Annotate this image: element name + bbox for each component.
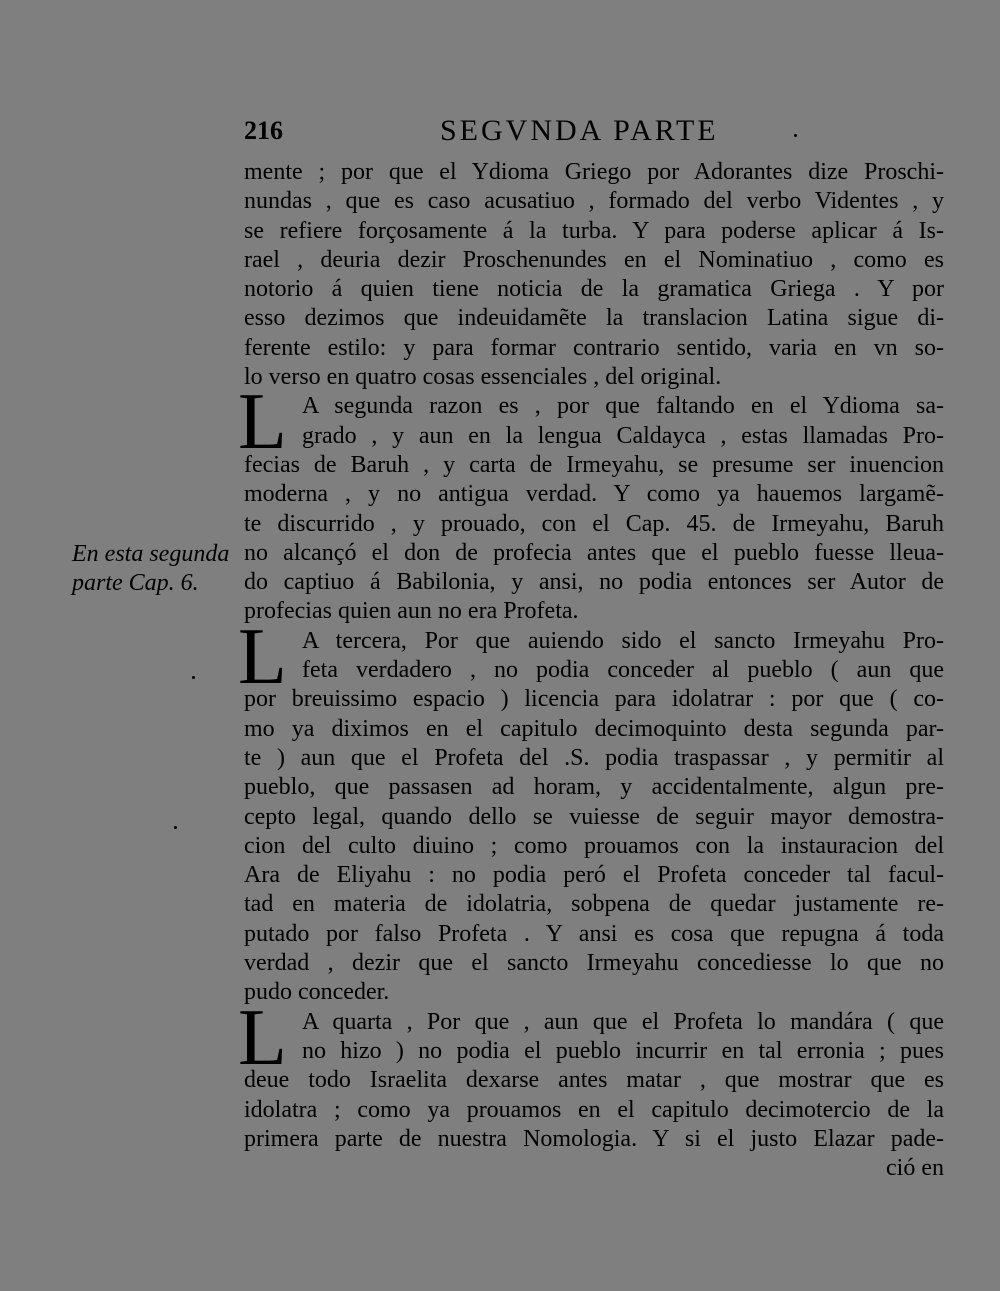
drop-cap: L	[238, 378, 287, 467]
text-line: se refiere forçosamente á la turba. Y para poderse aplicar á Is-	[244, 217, 944, 244]
text-line: nundas , que es caso acusatiuo , formado del verbo Videntes , y	[244, 188, 944, 215]
page-number: 216	[244, 116, 283, 145]
text-line: A quarta , Por que , aun que el Profeta lo mandára ( que	[302, 1008, 944, 1035]
text-line: feta verdadero , no podia conceder al pueblo ( aun que	[302, 657, 944, 684]
body-text	[238, 158, 944, 1183]
text-line: A segunda razon es , por que faltando en el Ydioma sa-	[302, 393, 944, 420]
text-line: mo ya diximos en el capitulo decimoquinto desta segunda par-	[244, 715, 944, 742]
text-line: tad en materia de idolatria, sobpena de quedar justamente re-	[244, 891, 944, 918]
paragraph-3	[238, 612, 944, 1008]
margin-note-line: parte Cap. 6.	[72, 570, 199, 597]
text-line: pueblo, que passasen ad horam, y accidentalmente, algun pre-	[244, 774, 944, 801]
text-line: fecias de Baruh , y carta de Irmeyahu, se presume ser inuencion	[244, 451, 944, 478]
paragraph-1	[244, 158, 944, 392]
ink-speck	[794, 134, 797, 137]
text-line: te discurrido , y prouado, con el Cap. 45. de Irmeyahu, Baruh	[244, 510, 944, 537]
text-line: te ) aun que el Profeta del .S. podia traspassar , y permitir al	[244, 744, 944, 771]
text-line: deue todo Israelita dexarse antes matar , que mostrar que es	[244, 1067, 944, 1094]
ink-speck	[192, 676, 195, 679]
drop-cap: L	[238, 993, 287, 1082]
paragraph-4	[238, 993, 944, 1184]
text-line: idolatra ; como ya prouamos en el capitulo decimotercio de la	[244, 1096, 944, 1123]
margin-note-line: En esta segunda	[72, 541, 230, 567]
ink-speck	[174, 826, 177, 829]
text-line: no hizo ) no podia el pueblo incurrir en tal erronia ; pues	[302, 1037, 944, 1064]
paragraph-2	[238, 378, 944, 626]
text-line: grado , y aun en la lengua Caldayca , estas llamadas Pro-	[302, 422, 944, 449]
text-line: rael , deuria dezir Proschenundes en el Nominatiuo , como es	[244, 246, 944, 273]
text-line: primera parte de nuestra Nomologia. Y si el justo Elazar pade-	[244, 1125, 944, 1152]
page-header	[244, 116, 944, 156]
text-line: do captiuo á Babilonia, y ansi, no podia entonces ser Autor de	[244, 569, 944, 596]
text-line: mente ; por que el Ydioma Griego por Adorantes dize Proschi-	[244, 159, 944, 185]
text-line: cepto legal, quando dello se vuiesse de seguir mayor demostra-	[244, 803, 944, 830]
text-line: esso dezimos que indeuidamẽte la translacion Latina sigue di-	[244, 305, 944, 332]
text-line: cion del culto diuino ; como prouamos con la instauracion del	[244, 832, 944, 859]
catchword-line: ció en	[886, 1155, 944, 1182]
text-line: moderna , y no antigua verdad. Y como ya hauemos largamẽ-	[244, 481, 944, 508]
text-line: lo verso en quatro cosas essenciales , del original.	[244, 364, 722, 391]
text-line: putado por falso Profeta . Y ansi es cosa que repugna á toda	[244, 920, 944, 947]
text-line: Ara de Eliyahu : no podia peró el Profeta conceder tal facul-	[244, 862, 944, 889]
running-head: SEGVNDA PARTE	[440, 114, 719, 147]
margin-note	[72, 540, 242, 599]
text-line: profecias quien aun no era Profeta.	[244, 598, 579, 625]
text-line: por breuissimo espacio ) licencia para idolatrar : por que ( co-	[244, 686, 944, 713]
text-line: A tercera, Por que auiendo sido el sancto Irmeyahu Pro-	[302, 627, 944, 654]
text-line: ferente estilo: y para formar contrario sentido, varia en vn so-	[244, 334, 944, 361]
text-line: pudo conceder.	[244, 979, 390, 1006]
text-line: notorio á quien tiene noticia de la gramatica Griega . Y por	[244, 276, 944, 303]
text-line: no alcançó el don de profecia antes que el pueblo fuesse lleua-	[244, 539, 944, 566]
text-line: verdad , dezir que el sancto Irmeyahu concediesse lo que no	[244, 950, 944, 977]
drop-cap: L	[238, 612, 287, 701]
